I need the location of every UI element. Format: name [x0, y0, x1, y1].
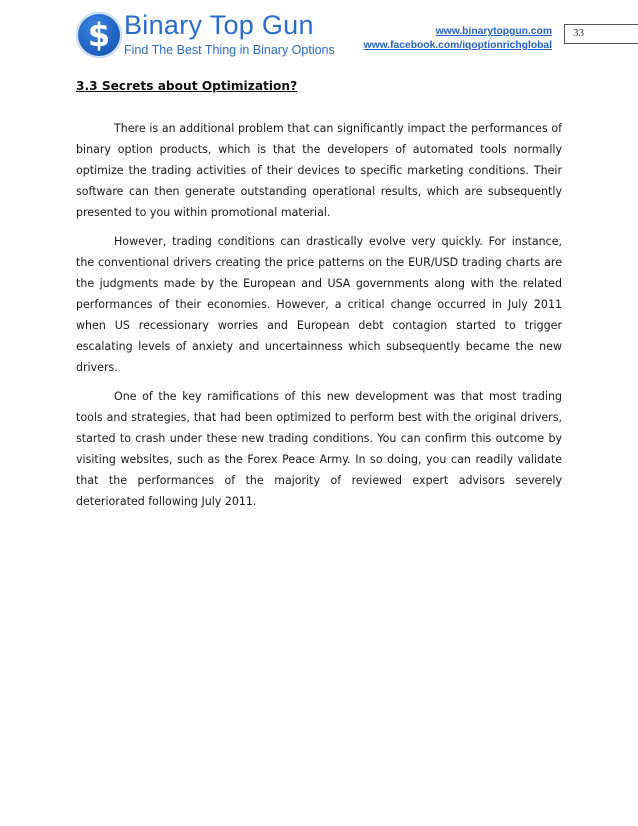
page-header [0, 0, 638, 66]
paragraph: One of the key ramifications of this new development was that most trading tools and strategies, that had been optimized to perform best with the original drivers, started to crash under these new trading conditions. You can confirm this outcome by visiting websites, such as the Forex Peace Army. In so doing, you can readily validate that the performances of the majority of reviewed expert advisors severely deteriorated following July 2011. [76, 390, 562, 508]
facebook-link[interactable]: www.facebook.com/iqoptionrichglobal [363, 40, 552, 51]
logo-tagline: Find The Best Thing in Binary Options [124, 43, 335, 57]
paragraph: However, trading conditions can drastically evolve very quickly. For instance, the conventional drivers creating the price patterns on the EUR/USD trading charts are the judgments made by the European and USA governments along with the related performances of their economies. However, a critical change occurred in July 2011 when US recessionary worries and European debt contagion started to trigger escalating levels of anxiety and uncertainness which subsequently became the new drivers. [76, 235, 562, 374]
logo-name: Binary Top Gun [124, 10, 314, 40]
page-number-box [564, 24, 638, 44]
page-number: 33 [573, 27, 584, 39]
document-body [76, 78, 562, 512]
header-links [364, 25, 552, 53]
dollar-sign-glyph: $ [87, 16, 111, 54]
section-title: 3.3 Secrets about Optimization? [76, 79, 298, 93]
website-link[interactable]: www.binarytopgun.com [435, 26, 552, 37]
binary-top-gun-logo[interactable] [76, 10, 335, 62]
paragraph: There is an additional problem that can significantly impact the performances of binary option products, which is that the developers of automated tools normally optimize the trading activities of their devices to specific marketing conditions. Their software can then generate outstanding operational results, which are subsequently presented to you within promotional material. [76, 122, 562, 219]
